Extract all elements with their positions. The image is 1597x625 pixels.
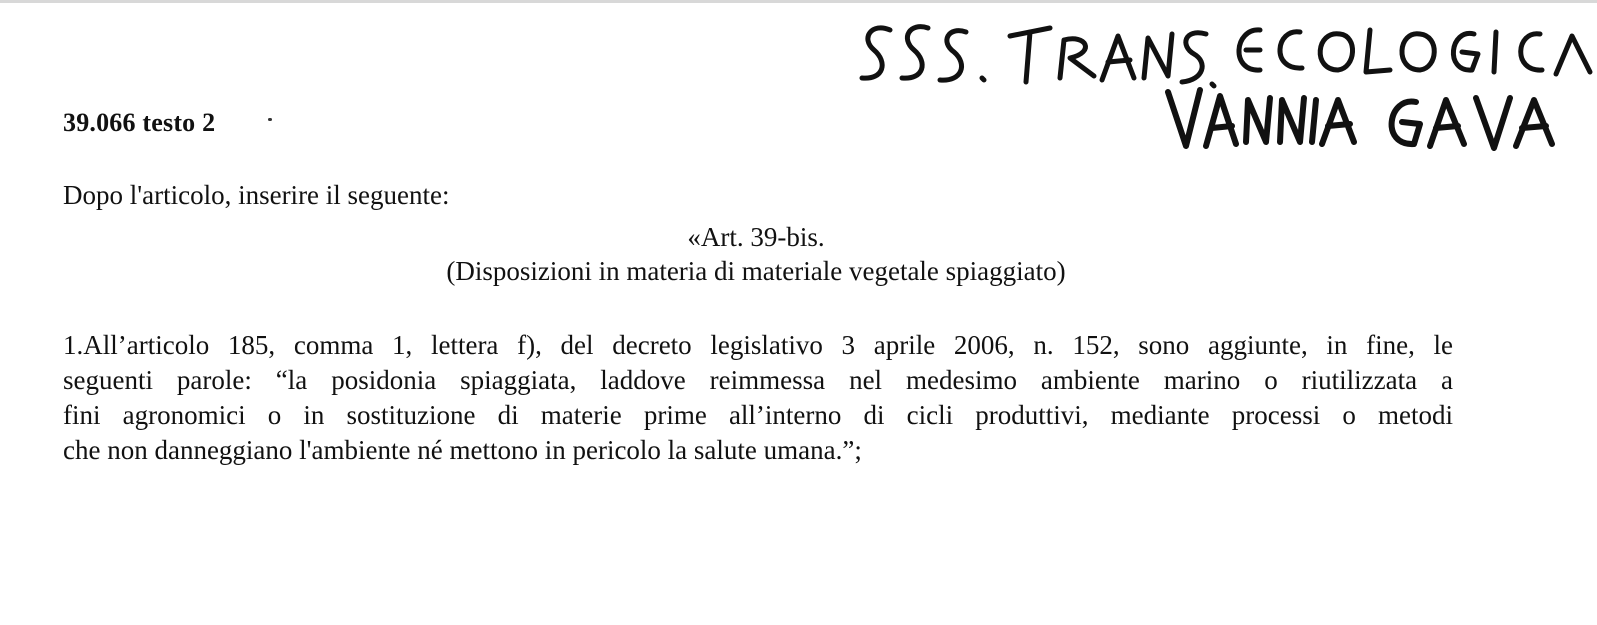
body-line: 1.All’articolo 185, comma 1, lettera f), del decreto legislativo 3 aprile 2006, n. 152, sono aggiunte, in fine, le bbox=[63, 330, 1453, 360]
reference-code: 39.066 testo 2 bbox=[63, 108, 216, 137]
handwritten-line-1 bbox=[862, 27, 1590, 86]
intro-text: Dopo l'articolo, inserire il seguente: bbox=[63, 180, 450, 210]
body-line: fini agronomici o in sostituzione di materie prime all’interno di cicli produttivi, mediante processi o metodi bbox=[63, 400, 1453, 430]
article-body bbox=[63, 328, 1453, 468]
body-line: seguenti parole: “la posidonia spiaggiata, laddove reimmessa nel medesimo ambiente marino o riutilizzata a bbox=[63, 365, 1453, 395]
scan-speck bbox=[268, 118, 272, 121]
body-line: che non danneggiano l'ambiente né mettono in pericolo la salute umana.”; bbox=[63, 435, 862, 465]
article-subtitle: (Disposizioni in materia di materiale vegetale spiaggiato) bbox=[446, 256, 1066, 286]
handwritten-note bbox=[850, 0, 1597, 170]
article-title: «Art. 39-bis. bbox=[687, 222, 825, 252]
handwritten-line-2 bbox=[1168, 90, 1552, 148]
